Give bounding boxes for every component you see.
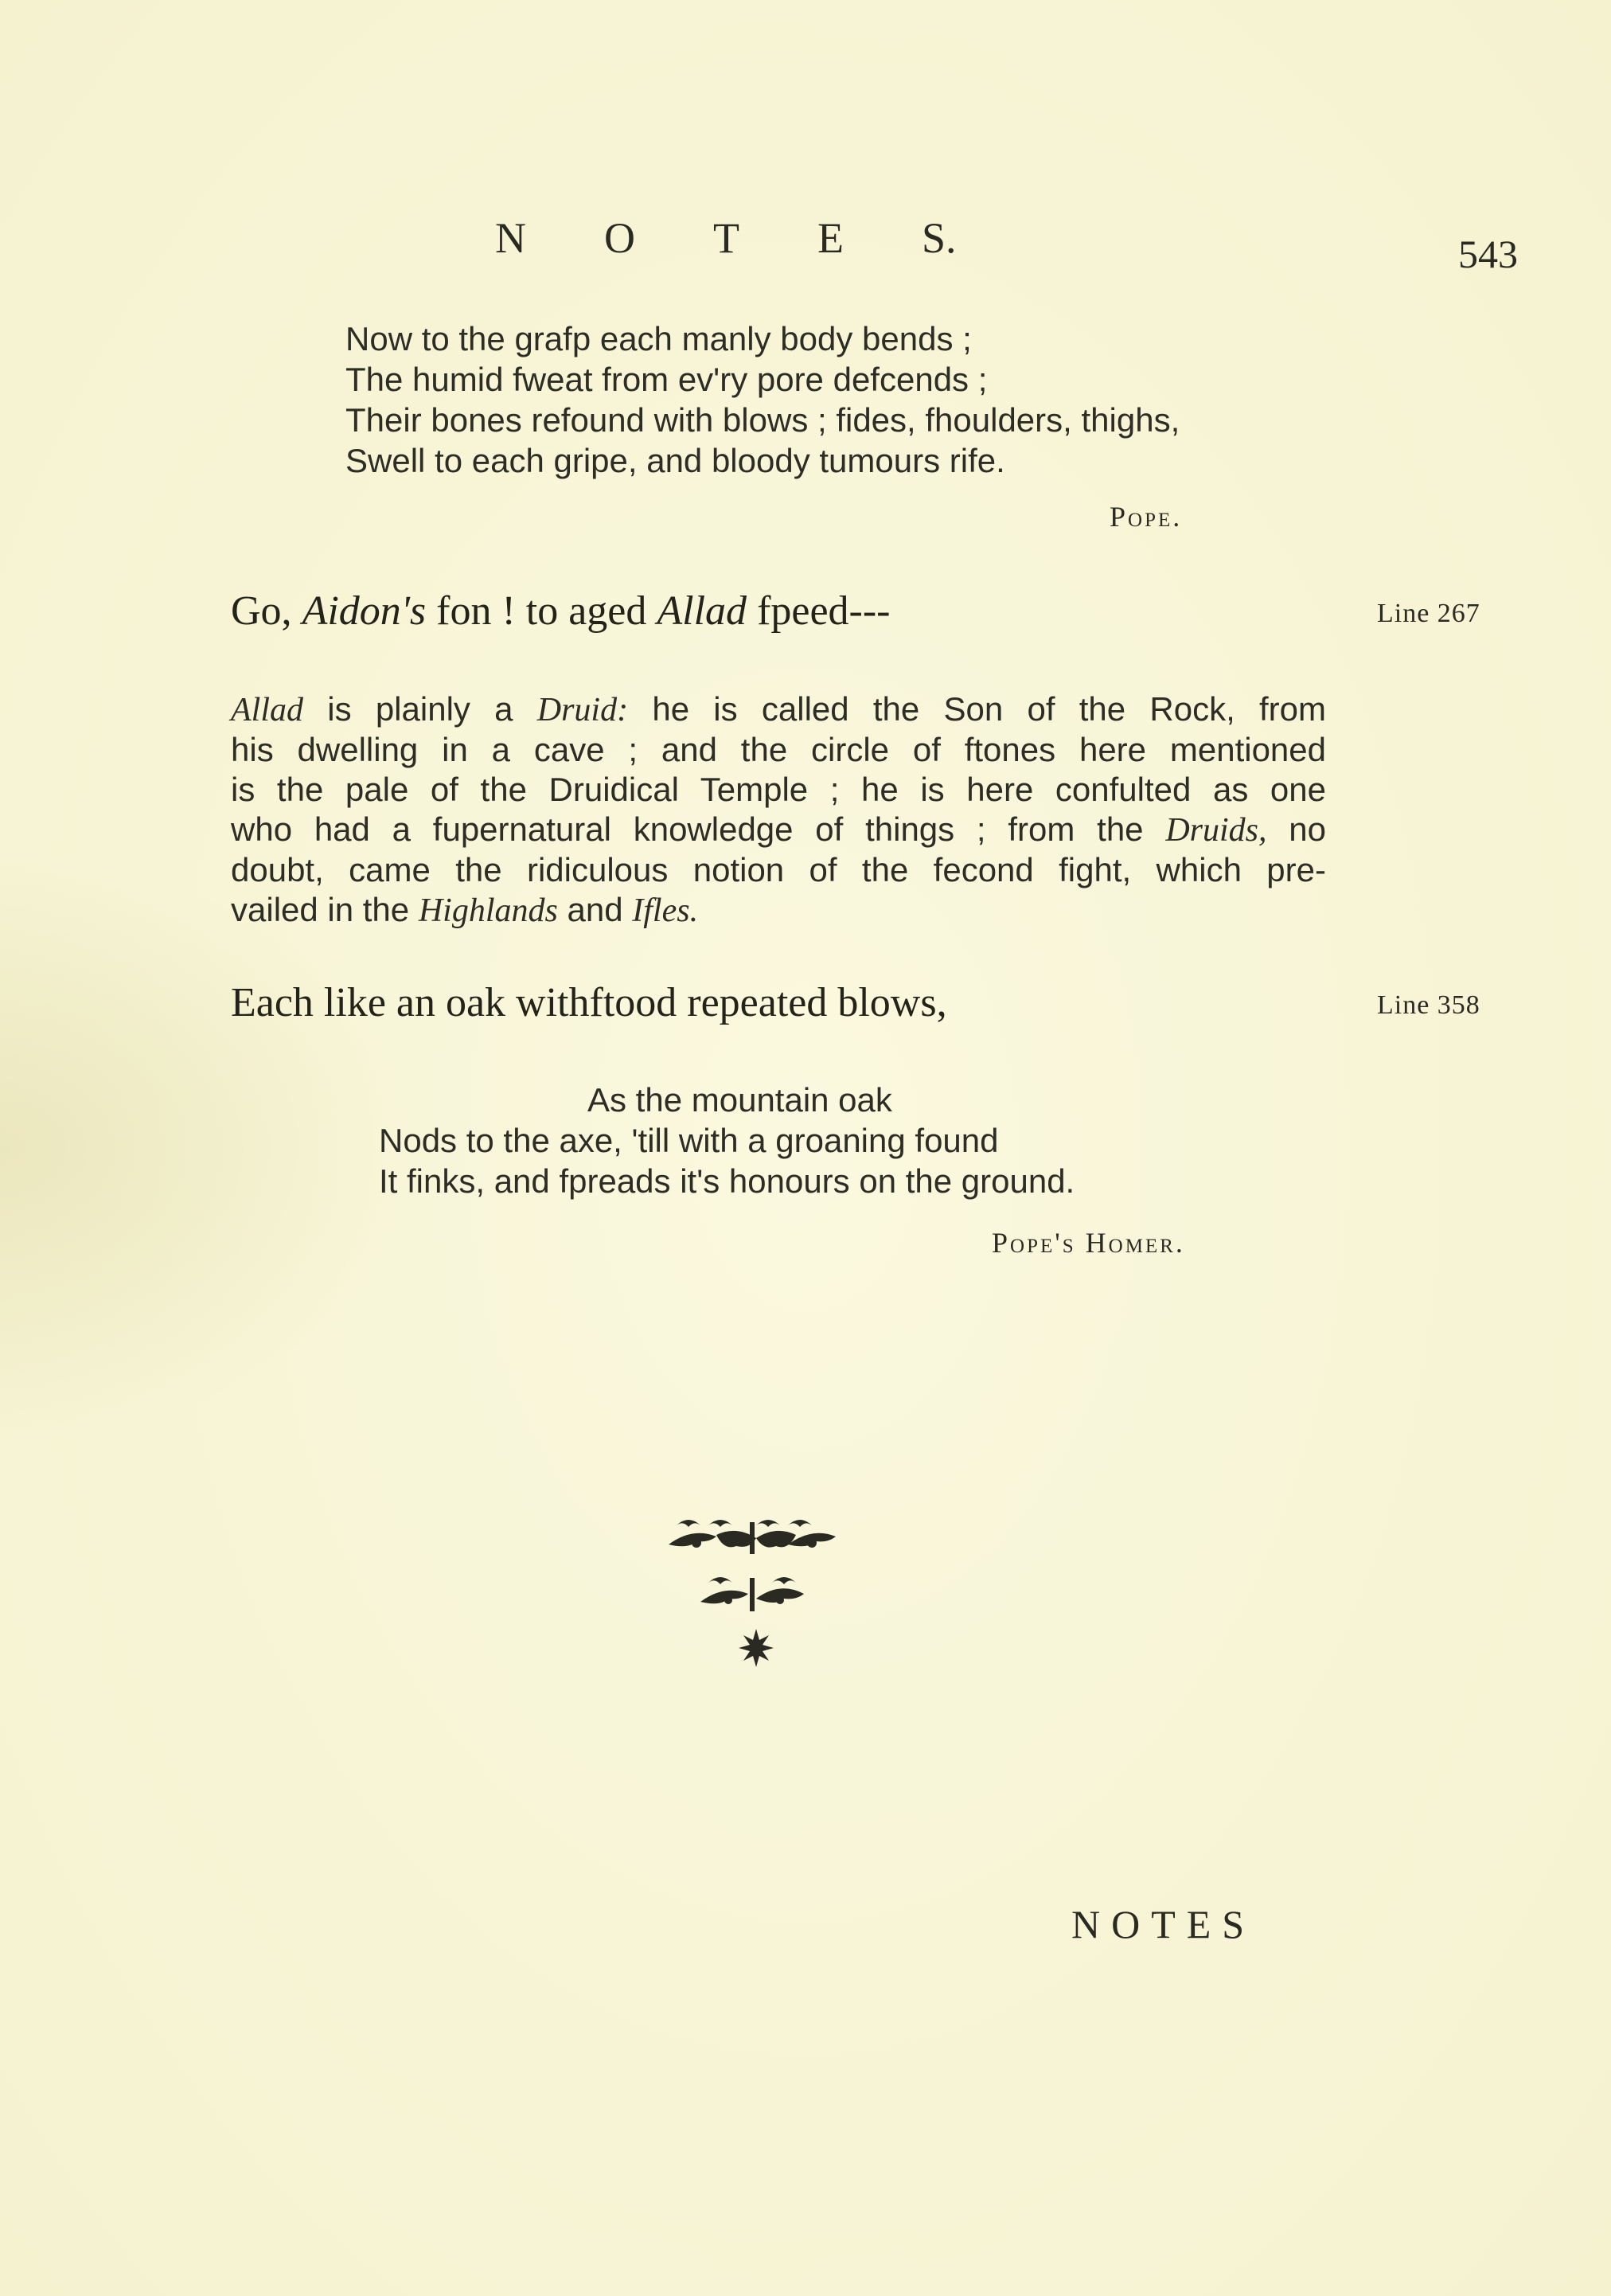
verse-line: As the mountain oak [587,1081,892,1119]
note-row: is the pale of the Druidical Temple ; he is here confulted as one [231,771,1326,808]
lemma-text: fpeed--- [747,588,891,634]
lemma-heading [231,588,891,635]
verse-line: It finks, and fpreads it's honours on the ground. [379,1162,1075,1200]
verse-attribution: Pope's Homer. [992,1227,1185,1259]
verse-line: Nods to the axe, 'till with a groaning found [379,1122,999,1159]
note-italic: Allad [231,692,303,728]
note-row [231,689,1326,730]
lemma-text: Go, [231,588,302,634]
note-italic: Druid: [536,692,629,728]
verse-line: Swell to each gripe, and bloody tumours rife. [345,442,1005,479]
note-text: who had a fupernatural knowledge of things ; from the [231,810,1166,848]
running-head-letter: E [817,214,844,262]
running-head-letter: O [604,214,635,262]
note-italic: Highlands [418,892,558,929]
note-row [231,810,1326,850]
note-row [231,890,1326,931]
line-reference: Line 358 [1377,990,1480,1020]
fleuron-ornament-icon [653,1511,860,1670]
running-head-letter: N [495,214,526,262]
lemma-italic: Allad [657,588,747,634]
lemma-text: fon ! to aged [426,588,657,634]
note-text: he is called the Son of the Rock, from [628,690,1326,728]
lemma-heading: Each like an oak withftood repeated blows, [231,980,947,1025]
verse-quote-1 [345,318,1180,481]
note-row: his dwelling in a cave ; and the circle of ftones here mentioned [231,731,1326,768]
running-head-letter: S. [922,214,957,262]
running-head-letter: T [713,214,739,262]
page-number: 543 [1458,232,1518,276]
line-reference: Line 267 [1377,599,1480,628]
catchword: NOTES [1071,1902,1256,1947]
note-text: no [1266,810,1327,848]
running-head [495,213,957,263]
lemma-italic: Aidon's [302,588,427,634]
verse-attribution: Pope. [1110,501,1183,533]
verse-quote-2 [379,1080,1075,1201]
verse-line: Now to the grafp each manly body bends ; [345,320,972,357]
verse-line: The humid fweat from ev'ry pore defcends ; [345,361,988,398]
note-text: is plainly a [303,690,537,728]
note-text: and [557,891,633,928]
verse-line: Their bones refound with blows ; fides, fhoulders, thighs, [345,401,1180,439]
note-row: doubt, came the ridiculous notion of the fecond fight, which pre- [231,851,1326,888]
note-paragraph [231,689,1326,931]
note-italic: Ifles. [632,892,699,929]
note-text: vailed in the [231,891,419,928]
note-italic: Druids, [1165,812,1267,849]
